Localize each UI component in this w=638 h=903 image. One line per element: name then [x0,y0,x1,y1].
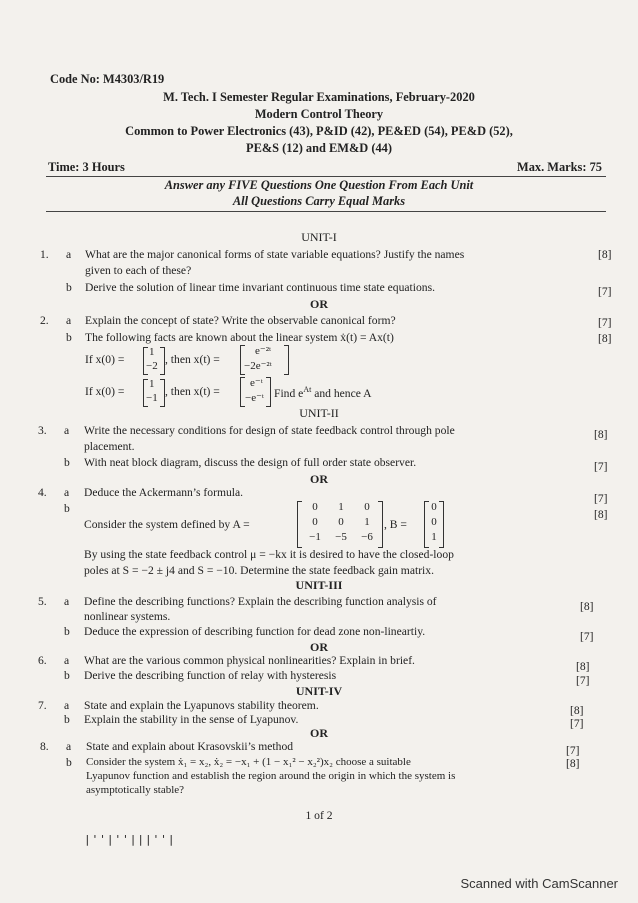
q6b-marks: [7] [576,674,590,687]
q6a-text: What are the various common physical nonlinearities? Explain in brief. [84,654,415,667]
a-r1c2: 1 [338,501,344,513]
a-r2c2: 0 [338,516,344,528]
q8b-label: b [66,756,72,769]
q6a-label: a [64,654,70,667]
q1a-label: a [66,248,72,261]
q2-find: Find $e^{At}$ and hence A [274,385,372,400]
header-rule-top [46,176,606,177]
q5a-label: a [64,595,70,608]
b-r3: 1 [431,531,437,543]
subject-title: Modern Control Theory [254,107,384,121]
q2b-label: b [66,331,72,344]
exam-title: M. Tech. I Semester Regular Examinations, February-2020 [163,90,475,104]
q6b-text: Derive the describing function of relay with hysteresis [84,669,337,682]
q8-number: 8. [40,740,49,753]
q2a-marks: [7] [598,316,612,329]
vec1-bottom: −2 [146,360,158,372]
or-divider-1: OR [310,297,328,311]
q4a-text: Deduce the Ackermann’s formula. [84,486,244,499]
or-divider-2: OR [310,472,328,486]
unit-1-heading: UNIT-I [301,230,337,244]
barcode-mark: |''|''|||''| [84,833,176,846]
q8a-label: a [66,740,72,753]
a-r3c2: −5 [335,531,347,543]
instruction-line-1: Answer any FIVE Questions One Question From Each Unit [164,178,474,192]
common-line-2: PE&S (12) and EM&D (44) [246,141,392,155]
matrix-a-bracket-left [297,501,302,548]
xt2-bottom: −e⁻ᵗ [245,392,264,404]
q2a-text: Explain the concept of state? Write the observable canonical form? [85,314,396,327]
q1a-text-2: given to each of these? [85,264,192,277]
q4a-marks: [7] [594,492,608,505]
q6b-label: b [64,669,70,682]
matrix-a-bracket-right [378,501,383,548]
q2b-text: The following facts are known about the linear system ẋ(t) = Ax(t) [85,331,394,344]
q3a-text-2: placement. [84,440,135,453]
q3-number: 3. [38,424,47,437]
q5-number: 5. [38,595,47,608]
a-r2c3: 1 [364,516,370,528]
vec2-bottom: −1 [146,392,158,404]
q4-number: 4. [38,486,47,499]
q2b-marks: [8] [598,332,612,345]
q1b-marks: [7] [598,285,612,298]
q2-number: 2. [40,314,49,327]
q1-number: 1. [40,248,49,261]
page-number: 1 of 2 [305,809,333,822]
q8b-text-1: Consider the system ẋ₁ = x₂, ẋ₂ = −x₁ + (1 − x₁² − x₂²)x₂ choose a suitable [86,756,411,768]
q6-number: 6. [38,654,47,667]
q2-if-1: If x(0) = [85,353,125,366]
max-marks-label: Max. Marks: 75 [517,160,602,174]
q4b-label: b [64,502,70,515]
common-line-1: Common to Power Electronics (43), P&ID (42), PE&ED (54), PE&D (52), [125,124,513,138]
instruction-line-2: All Questions Carry Equal Marks [232,194,406,208]
vec1-top: 1 [149,346,155,358]
q7a-marks: [8] [570,704,584,717]
unit-4-heading: UNIT-IV [295,684,343,698]
q5b-marks: [7] [580,630,594,643]
a-r3c3: −6 [361,531,373,543]
q1a-text-1: What are the major canonical forms of state variable equations? Justify the names [85,248,465,261]
q7b-label: b [64,713,70,726]
q5a-text-2: nonlinear systems. [84,610,171,623]
q4b-para-2: poles at S = −2 ± j4 and S = −10. Determine the state feedback gain matrix. [84,564,434,577]
xt1-top: e⁻²ᵗ [255,345,272,357]
header-rule-bottom [46,211,606,212]
q7-number: 7. [38,699,47,712]
unit-2-heading: UNIT-II [299,406,339,420]
q5b-text: Deduce the expression of describing function for dead zone non-lineartiy. [84,625,426,638]
vec2-top: 1 [149,378,155,390]
q4a-label: a [64,486,70,499]
q1a-marks: [8] [598,248,612,261]
q3b-label: b [64,456,70,469]
q8b-text-3: asymptotically stable? [86,784,185,796]
q3b-text: With neat block diagram, discuss the design of full order state observer. [84,456,417,469]
or-divider-3: OR [310,640,328,654]
xt2-top: e⁻ᵗ [250,377,263,389]
q8a-marks: [7] [566,744,580,757]
unit-3-heading: UNIT-III [295,578,343,592]
q5b-label: b [64,625,70,638]
q4b-para-1: By using the state feedback control μ = −kx it is desired to have the closed-loop [84,548,454,561]
b-r2: 0 [431,516,437,528]
q3b-marks: [7] [594,460,608,473]
code-number: Code No: M4303/R19 [50,72,165,86]
q7a-label: a [64,699,70,712]
time-label: Time: 3 Hours [48,160,125,174]
q7a-text: State and explain the Lyapunovs stability theorem. [84,699,319,712]
q5a-marks: [8] [580,600,594,613]
q2-then-1: , then x(t) = [165,353,220,366]
q8a-text: State and explain about Krasovskii’s method [86,740,294,753]
q2-if-2: If x(0) = [85,385,125,398]
q6a-marks: [8] [576,660,590,673]
matrix-b-bracket-right [439,501,444,548]
q1b-text: Derive the solution of linear time invariant continuous time state equations. [85,281,435,294]
q4-consider: Consider the system defined by A = [84,518,250,531]
a-r3c1: −1 [309,531,321,543]
or-divider-4: OR [310,726,328,740]
q4-b-equals: , B = [384,518,407,531]
q8b-text-2: Lyapunov function and establish the region around the origin in which the system is [86,770,456,782]
xt1-bottom: −2e⁻²ᵗ [244,360,272,372]
xt1-bracket-right [284,345,289,375]
b-r1: 0 [431,501,437,513]
a-r1c3: 0 [364,501,370,513]
q3a-label: a [64,424,70,437]
q2a-label: a [66,314,72,327]
q7b-text: Explain the stability in the sense of Lyapunov. [84,713,299,726]
q2-then-2: , then x(t) = [165,385,220,398]
q3a-marks: [8] [594,428,608,441]
scanner-watermark: Scanned with CamScanner [460,876,618,891]
q3a-text-1: Write the necessary conditions for design of state feedback control through pole [84,424,455,437]
q8b-marks: [8] [566,757,580,770]
xt2-bracket-right [266,377,271,407]
a-r2c1: 0 [312,516,318,528]
q5a-text-1: Define the describing functions? Explain the describing function analysis of [84,595,437,608]
a-r1c1: 0 [312,501,318,513]
q7b-marks: [7] [570,717,584,730]
q4b-marks: [8] [594,508,608,521]
q1b-label: b [66,281,72,294]
